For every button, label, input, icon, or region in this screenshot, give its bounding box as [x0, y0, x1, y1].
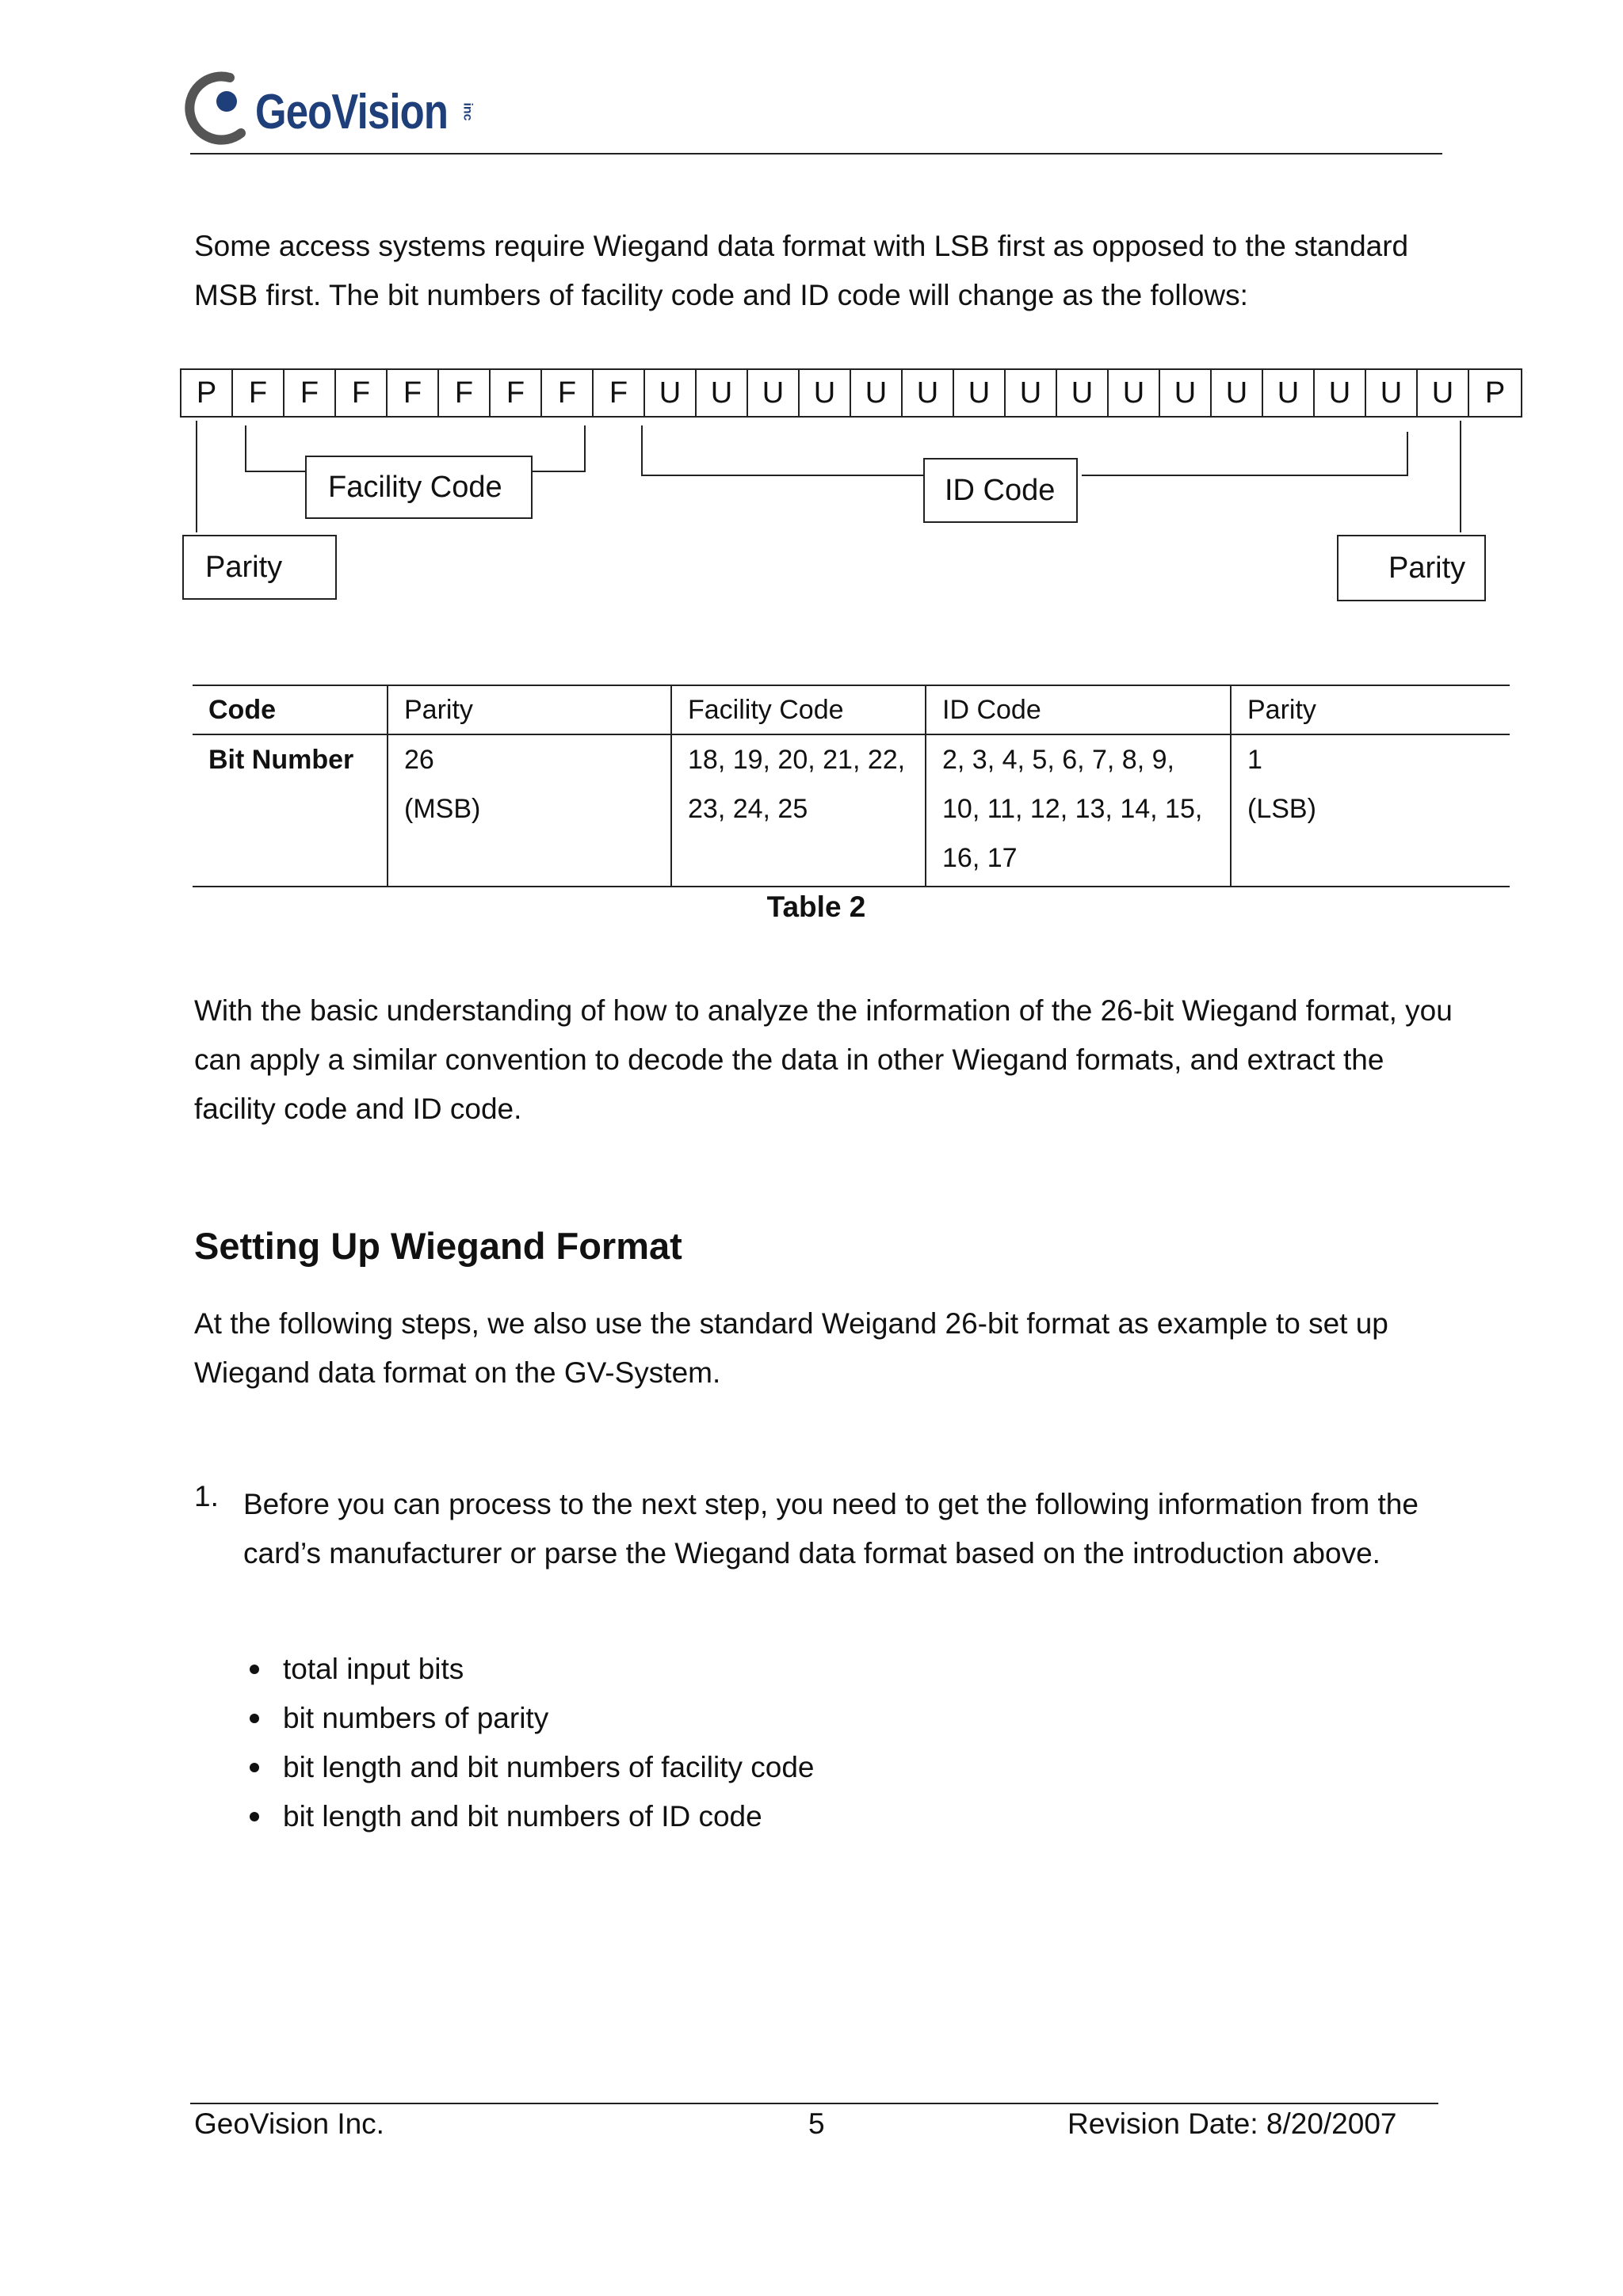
bit-cell: F — [491, 370, 542, 416]
bit-cell: U — [1263, 370, 1315, 416]
row-label: Bit Number — [193, 734, 388, 887]
bit-cell: U — [851, 370, 903, 416]
bit-cell: U — [697, 370, 748, 416]
bit-cell: F — [542, 370, 594, 416]
intro-paragraph: Some access systems require Wiegand data format with LSB first as opposed to the standard MSB first. The bit numbers of facility code and ID code will change as the follows: — [194, 230, 1409, 311]
parity-left-label-text: Parity — [205, 550, 283, 584]
bit-cell: U — [1006, 370, 1057, 416]
footer-rule — [190, 2103, 1438, 2104]
header-facility-code: Facility Code — [671, 685, 926, 734]
bit-cell: U — [800, 370, 851, 416]
bit-cell: F — [388, 370, 439, 416]
logo-inc: inc — [460, 102, 475, 121]
parity-left-label — [182, 535, 337, 600]
bit-cell: F — [594, 370, 645, 416]
header-id-code: ID Code — [926, 685, 1231, 734]
bit-cell: U — [1315, 370, 1366, 416]
bit-cell: U — [1109, 370, 1160, 416]
list-item-text: bit length and bit numbers of ID code — [283, 1800, 762, 1833]
section-heading: Setting Up Wiegand Format — [194, 1225, 682, 1267]
bit-cell: P — [1484, 376, 1506, 410]
parity-lsb-value: 1 — [1247, 745, 1262, 775]
parity-lsb-note: (LSB) — [1247, 794, 1316, 824]
bit-cell: U — [1160, 370, 1212, 416]
facility-code-label — [305, 456, 533, 519]
list-item — [243, 1792, 815, 1841]
bullet-icon — [250, 1714, 259, 1723]
bit-cell: U — [645, 370, 697, 416]
table-row — [193, 734, 1510, 887]
bit-cell: F — [285, 370, 336, 416]
footer-company: GeoVision Inc. — [194, 2107, 384, 2140]
facility-code-label-text: Facility Code — [328, 470, 502, 504]
requirement-bullets — [243, 1645, 815, 1841]
list-item-text: total input bits — [283, 1653, 464, 1685]
cell-parity-lsb — [1231, 734, 1510, 887]
header-code: Code — [193, 685, 388, 734]
cell-facility-bits: 18, 19, 20, 21, 22, 23, 24, 25 — [671, 734, 926, 887]
cell-parity-msb — [388, 734, 671, 887]
bullet-icon — [250, 1763, 259, 1772]
bit-cell: U — [1366, 370, 1418, 416]
id-code-label-text: ID Code — [945, 473, 1056, 507]
id-code-label — [923, 458, 1078, 523]
section-paragraph: At the following steps, we also use the standard Weigand 26-bit format as example to set up Wiegand data format on the GV-System. — [194, 1307, 1388, 1389]
table-caption: Table 2 — [766, 891, 866, 923]
bullet-icon — [250, 1812, 259, 1821]
bit-cell: U — [1418, 370, 1469, 416]
list-item-text: bit length and bit numbers of facility code — [283, 1751, 815, 1783]
footer-revision: Revision Date: 8/20/2007 — [1067, 2107, 1397, 2140]
logo-wordmark: GeoVision — [255, 85, 449, 139]
header-parity-msb: Parity — [388, 685, 671, 734]
bit-cell: U — [748, 370, 800, 416]
bit-cell: U — [1057, 370, 1109, 416]
list-item-text: bit numbers of parity — [283, 1702, 549, 1734]
bit-cell: F — [336, 370, 388, 416]
bit-cell: F — [233, 370, 285, 416]
parity-msb-value: 26 — [404, 745, 434, 775]
parity-right-label — [1337, 535, 1486, 601]
header-parity-lsb: Parity — [1231, 685, 1510, 734]
step-number: 1. — [194, 1480, 219, 1512]
bit-number-table — [193, 685, 1510, 887]
list-item — [243, 1645, 815, 1694]
bit-cell: U — [903, 370, 954, 416]
bit-cell: P — [181, 370, 233, 416]
parity-msb-note: (MSB) — [404, 794, 481, 824]
footer-page-number: 5 — [808, 2107, 825, 2140]
bit-cell: U — [954, 370, 1006, 416]
bit-cell: F — [439, 370, 491, 416]
list-item — [243, 1743, 815, 1792]
step-text: Before you can process to the next step, you need to get the following information from the card’s manufacturer or parse the Wiegand data format based on the introduction above. — [243, 1488, 1419, 1569]
bullet-icon — [250, 1665, 259, 1674]
bit-cell: U — [1212, 370, 1263, 416]
parity-right-label-text: Parity — [1388, 551, 1466, 585]
cell-id-bits: 2, 3, 4, 5, 6, 7, 8, 9, 10, 11, 12, 13, 14, 15, 16, 17 — [926, 734, 1231, 887]
body-paragraph: With the basic understanding of how to analyze the information of the 26-bit Wiegand format, you can apply a similar convention to decode the data in other Wiegand formats, and extract the facility code and ID code. — [194, 994, 1453, 1125]
list-item — [243, 1694, 815, 1743]
table-header-row — [193, 685, 1510, 734]
